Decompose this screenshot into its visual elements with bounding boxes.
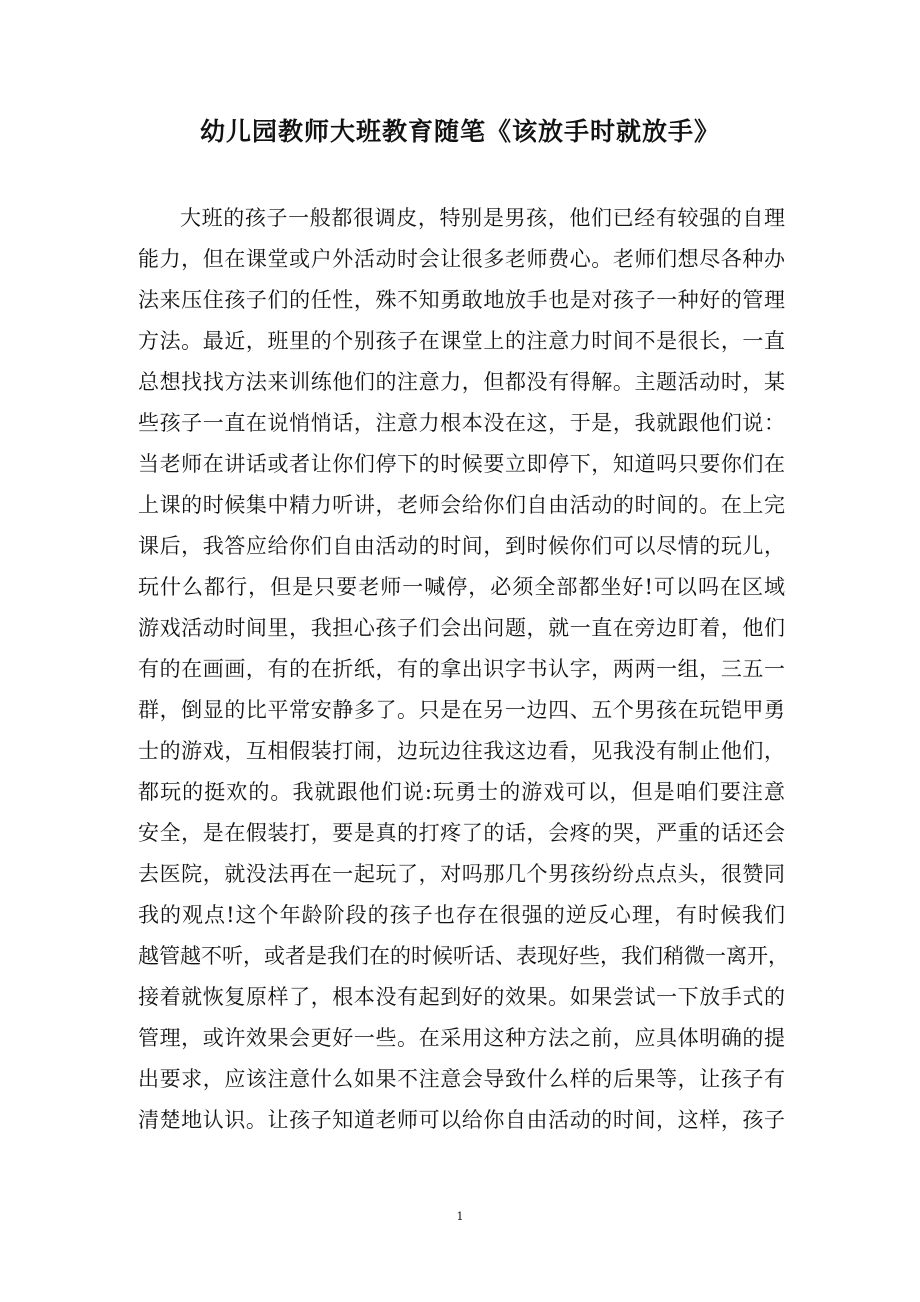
paragraph-line: 些孩子一直在说悄悄话，注意力根本没在这，于是，我就跟他们说： — [138, 411, 785, 435]
paragraph-line: 总想找找方法来训练他们的注意力，但都没有得解。主题活动时，某 — [138, 370, 785, 394]
paragraph-line: 玩什么都行，但是只要老师一喊停，必须全部都坐好!可以吗在区域 — [138, 575, 785, 599]
paragraph-line: 有的在画画，有的在折纸，有的拿出识字书认字，两两一组，三五一 — [138, 657, 785, 681]
paragraph-line: 去医院，就没法再在一起玩了，对吗那几个男孩纷纷点点头，很赞同 — [138, 862, 785, 886]
paragraph-line: 能力，但在课堂或户外活动时会让很多老师费心。老师们想尽各种办 — [138, 247, 785, 271]
paragraph-line: 当老师在讲话或者让你们停下的时候要立即停下，知道吗只要你们在 — [138, 452, 785, 476]
paragraph-line: 安全，是在假装打，要是真的打疼了的话，会疼的哭，严重的话还会 — [138, 821, 785, 845]
paragraph-line: 清楚地认识。让孩子知道老师可以给你自由活动的时间，这样，孩子 — [138, 1108, 785, 1132]
document-title: 幼儿园教师大班教育随笔《该放手时就放手》 — [199, 117, 720, 146]
paragraph-line: 方法。最近，班里的个别孩子在课堂上的注意力时间不是很长，一直 — [138, 329, 785, 353]
paragraph-line: 游戏活动时间里，我担心孩子们会出问题，就一直在旁边盯着，他们 — [138, 616, 785, 640]
paragraph-line: 都玩的挺欢的。我就跟他们说:玩勇士的游戏可以，但是咱们要注意 — [138, 780, 785, 804]
paragraph-line: 士的游戏，互相假装打闹，边玩边往我这边看，见我没有制止他们， — [138, 739, 785, 763]
paragraph-line: 出要求，应该注意什么如果不注意会导致什么样的后果等，让孩子有 — [138, 1067, 785, 1091]
paragraph-line: 大班的孩子一般都很调皮，特别是男孩，他们已经有较强的自理 — [180, 206, 785, 230]
document-body — [138, 198, 789, 1141]
paragraph-line: 接着就恢复原样了，根本没有起到好的效果。如果尝试一下放手式的 — [138, 985, 785, 1009]
paragraph-line: 越管越不听，或者是我们在的时候听话、表现好些，我们稍微一离开， — [138, 944, 789, 968]
paragraph-line: 课后，我答应给你们自由活动的时间，到时候你们可以尽情的玩儿， — [138, 534, 785, 558]
page-number: 1 — [456, 1210, 464, 1223]
paragraph-line: 我的观点!这个年龄阶段的孩子也存在很强的逆反心理，有时候我们 — [138, 903, 785, 927]
paragraph-line: 群，倒显的比平常安静多了。只是在另一边四、五个男孩在玩铠甲勇 — [138, 698, 785, 722]
paragraph-line: 管理，或许效果会更好一些。在采用这种方法之前，应具体明确的提 — [138, 1026, 785, 1050]
paragraph-line: 法来压住孩子们的任性，殊不知勇敢地放手也是对孩子一种好的管理 — [138, 288, 785, 312]
paragraph-line: 上课的时候集中精力听讲，老师会给你们自由活动的时间的。在上完 — [138, 493, 785, 517]
